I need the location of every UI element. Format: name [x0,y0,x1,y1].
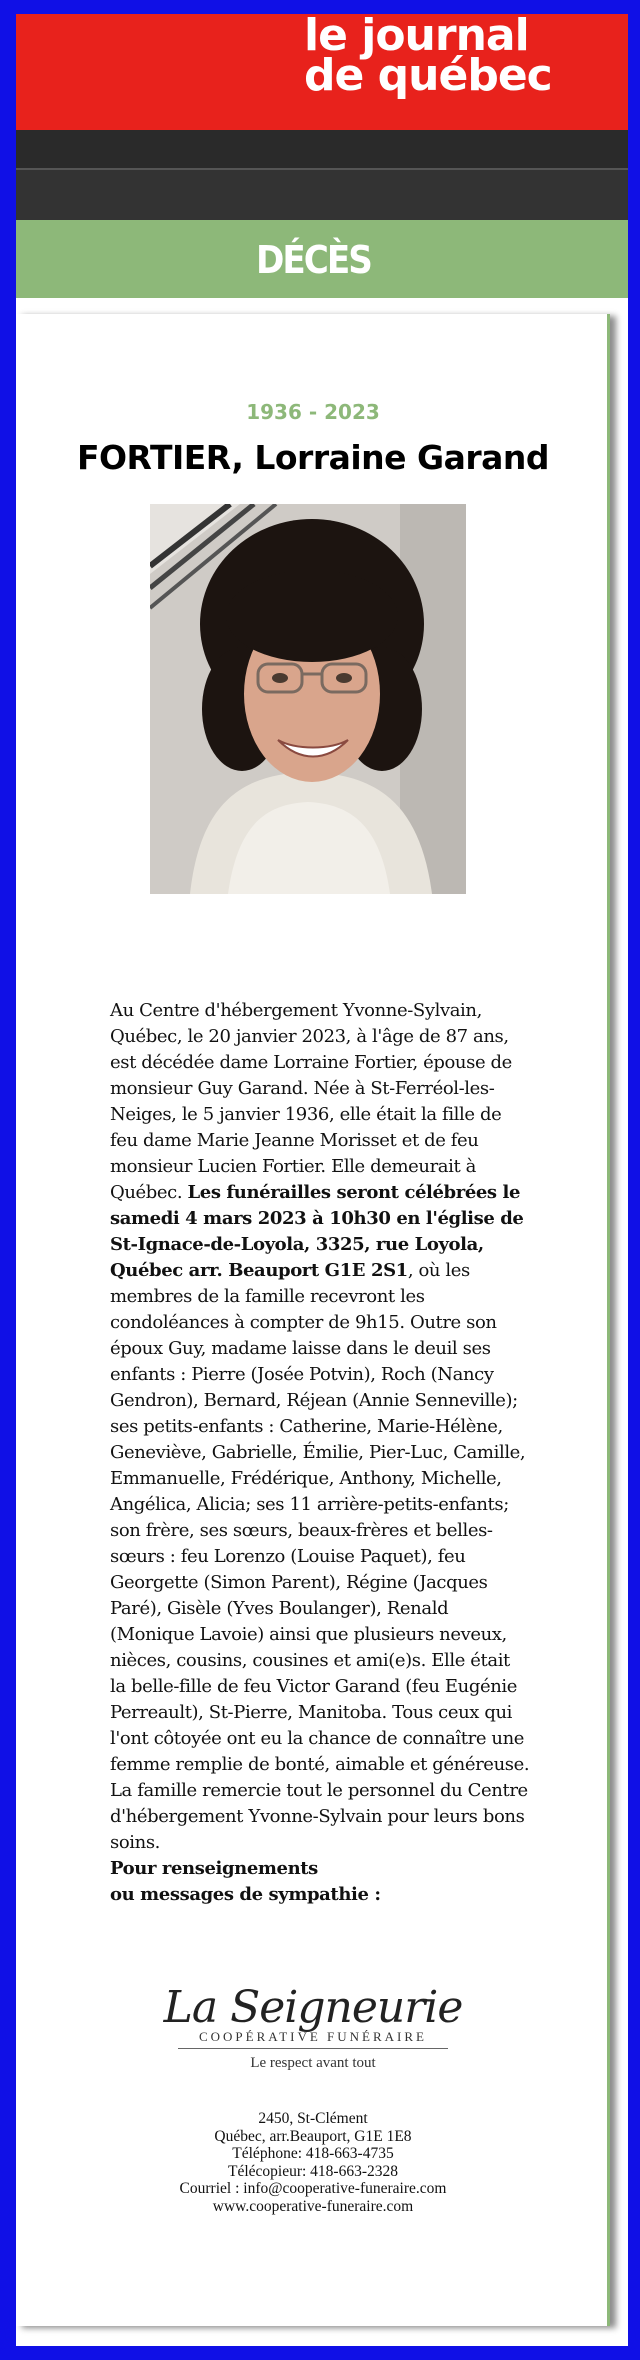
address-city: Québec, arr.Beauport, G1E 1E8 [214,2127,412,2145]
section-title: DÉCÈS [256,238,371,282]
info-heading-line2: ou messages de sympathie : [110,1884,381,1905]
funeral-home-contact [16,2110,610,2215]
logo-subtitle: COOPÉRATIVE FUNÉRAIRE [198,2029,428,2044]
website-link[interactable]: www.cooperative-funeraire.com [212,2197,414,2215]
funeral-details: Les funérailles seront célébrées le samedi 4 mars 2023 à 10h30 en l'église de St-Ignace-de-Loyola, 3325, rue Loyola, Québec arr. Beauport G1E 2S1 [110,1182,524,1281]
obituary-text-intro: Au Centre d'hébergement Yvonne-Sylvain, Québec, le 20 janvier 2023, à l'âge de 87 ans, est décédée dame Lorraine Fortier, épouse de monsieur Guy Garand. Née à St-Ferréol-les-Neiges, le 5 janvier 1936, elle était la fille de feu dame Marie Jeanne Morisset et de feu monsieur Lucien Fortier. Elle demeurait à Québec. [110,1000,512,1203]
section-banner [16,220,628,298]
brand-line2: de québec [304,50,552,101]
page-frame [16,10,628,2346]
sub-nav-bar [16,168,628,220]
fax-number: Télécopieur: 418-663-2328 [227,2162,398,2180]
obituary-name: FORTIER, Lorraine Garand [76,438,550,477]
address-street: 2450, St-Clément [258,2110,368,2127]
nav-bar [16,130,628,168]
funeral-home-logo [16,1982,610,2072]
info-heading-line1: Pour renseignements [110,1858,318,1879]
portrait-image [150,504,466,894]
email-address[interactable]: Courriel : info@cooperative-funeraire.com [179,2180,447,2197]
brand-line1: le journal [304,10,529,61]
phone-number: Téléphone: 418-663-4735 [232,2145,394,2162]
obituary-years: 1936 - 2023 [246,400,380,424]
logo-tagline: Le respect avant tout [250,2055,376,2071]
portrait-photo [150,504,466,894]
logo-name: La Seigneurie [163,1982,463,2033]
site-header [16,10,628,130]
logo-divider [178,2048,448,2049]
site-logo[interactable] [304,10,628,101]
obituary-text [110,998,530,1908]
obituary-card [16,314,610,2326]
obituary-text-family: , où les membres de la famille recevront les condoléances à compter de 9h15. Outre son époux Guy, madame laisse dans le deuil ses enfants : Pierre (Josée Potvin), Roch (Nancy Gendron), Bernard, Réjean (Annie Senneville); ses petits-enfants : Catherine, Marie-Hélène, Geneviève, Gabrielle, Émilie, Pier-Luc, Camille, Emmanuelle, Frédérique, Anthony, Michelle, Angélica, Alicia; ses 11 arrière-petits-enfants; son frère, ses sœurs, beaux-frères et belles-sœurs : feu Lorenzo (Louise Paquet), feu Georgette (Simon Parent), Régine (Jacques Paré), Gisèle (Yves Boulanger), Renald (Monique Lavoie) ainsi que plusieurs neveux, nièces, cousins, cousines et ami(e)s. Elle était la belle-fille de feu Victor Garand (feu Eugénie Perreault), St-Pierre, Manitoba. Tous ceux qui l'ont côtoyée ont eu la chance de connaître une femme remplie de bonté, aimable et généreuse. La famille remercie tout le personnel du Centre d'hébergement Yvonne-Sylvain pour leurs bons soins. [110,1260,530,1853]
